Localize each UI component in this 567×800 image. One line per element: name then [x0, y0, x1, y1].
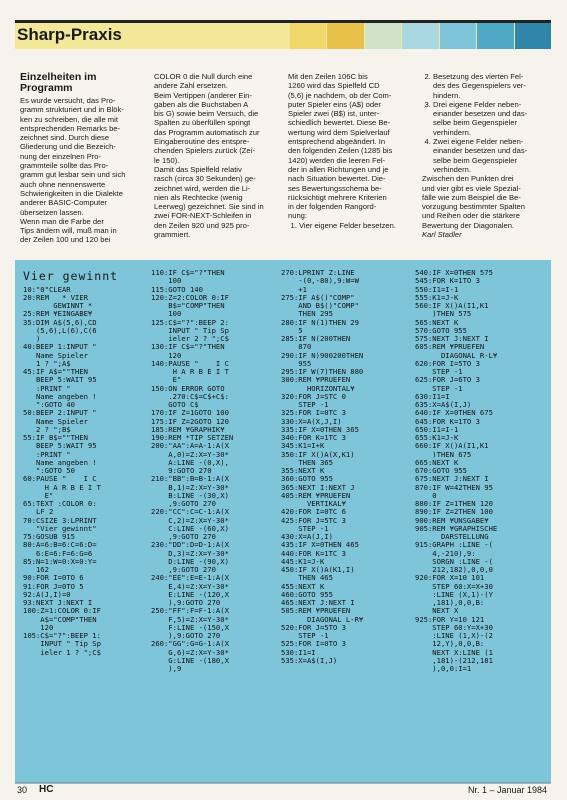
color-bar	[440, 23, 476, 49]
article-heading: Einzelheiten im Programm	[20, 71, 97, 94]
author-signature: Karl Stadler	[422, 230, 462, 240]
article-column-2	[154, 72, 277, 239]
color-bar	[477, 23, 513, 49]
color-bars	[289, 23, 551, 49]
magazine-logo: HC	[39, 784, 54, 795]
criteria-list-1	[288, 221, 411, 230]
article-text	[20, 72, 550, 250]
article-column-1	[20, 72, 143, 245]
article-paragraph-4: Zwischen den Punkten drei und vier gibt es viele Spezial- fälle wie zum Beispiel die Be- vorzugung bestimmter Spalten und Reihen oder die stärkere Bewertung der Diagonalen.	[422, 174, 525, 230]
listing-column-4: 540:IF X=0THEN 575 545:FOR K=1TO 3 550:I1=I-1 555:K1=J-K 560:IF X()A(I1,K1 )THEN 575 565:NEXT K 570:GOTO 955 575:NEXT J:NEXT I 605:REM ¥PRUEFEN DIAGONAL R-L¥ 620:FOR I=5TO 3 STEP -1 625:FOR J=6TO 3 STEP -1 630:I1=I 635:X=A$(I,J) 640:IF X=0THEN 675 645:FOR K=1TO 3 650:I1=I-1 655:K1=J-K 660:IF X()A(I1,K1 )THEN 675 665:NEXT K 670:GOTO 955 675:NEXT J:NEXT I 870:IF W=42THEN 95 0 880:IF Z=1THEN 120 890:IF Z=2THEN 100 900:REM ¥UNSGABE¥ 905:REM ¥GRAPHISCHE DARSTELLUNG 915:GRAPH :LINE -( 4,-210),9: SORGN :LINE -( 212,182),0,0,0 920:FOR X=10 101 STEP 60:X=X+30 :LINE (X,1)-(Y ,181),0,0,B: NEXT X 925:FOR Y=10 121 STEP 60:Y=X+30 :LINE (1,X)-(2 12,Y),0,0,B: NEXT X:LINE (1 ,181)-(212,181 ),0,0:I=1	[415, 268, 498, 673]
program-listing	[15, 260, 551, 784]
criteria-item: 1. Vier eigene Felder besetzen.	[299, 221, 411, 230]
listing-column-1: 10:"0"CLEAR 20:REM * VIER GEWINNT * 25:REM ¥EINGABE¥ 35:DIM A$(5,6),CD (5,6),L(6),C(6 ) 40:BEEP 1:INPUT " Name Spieler 1 ? ";A$ 45:IF A$=""THEN BEEP 5:WAIT 95 :PRINT " Name angeben ! ":GOTO 40 50:BEEP 2:INPUT " Name Spieler 2 ? ";B$ 55:IF B$=""THEN BEEP 5:WAIT 95 :PRINT " Name angeben ! ":GOTO 50 60:PAUSE " I C H A R B E I T E" 65:TEXT :COLOR 0: LF 2 70:CSIZE 3:LPRINT "Vier gewinnt" 75:GOSUB 915 80:A=6:B=6:C=6:D= 6:E=6:F=6:G=6 85:N=1:W=0:X=0:Y= 162 90:FOR I=0TO 6 91:FOR J=0TO 5 92:A(J,I)=0 93:NEXT J:NEXT I 100:Z=1:COLOR 0:IF A$="COMP"THEN 120 105:C$="?":BEEP 1: INPUT " Tip Sp ieler 1 ? ";C$	[23, 284, 101, 657]
criteria-item: 2. Besetzung des vierten Fel- des des Gegenspielers ver- hindern.	[433, 72, 545, 100]
article-paragraph-3: Mit den Zeilen 106C bis 1260 wird das Spielfeld CD (5,6) je nachdem, ob der Com- puter Spieler eins (A$) oder Spieler zwei (B$) ist, unter- schiedlich bewertet. Diese Be- wertung wird dem Spielverlauf entsprechend abgeändert. In den folgenden Zeilen (1285 bis 1420) werden die leeren Fel- der in allen Richtungen und je nach Situation bewertet. Die- ses Bewertungsschema be- rücksichtigt mehrere Kriterien in der folgenden Rangord- nung:	[288, 72, 393, 221]
listing-heading: Vier gewinnt	[23, 269, 119, 283]
color-bar	[365, 23, 401, 49]
article-column-4	[422, 72, 545, 239]
page-number: 30	[17, 785, 28, 795]
article-paragraph-1: Es wurde versucht, das Pro- gramm strukturiert und in Blök- ken zu schreiben, die alle mit entsprechenden Remarks be- zeichnet sind. Durch diese Gliederung und die Bezeich- nung der einzelnen Pro- grammteile sollte das Pro- gramm gut lesbar sein und sich auch ohne nennenswerte Schwierigkeiten in die Dialekte anderer BASIC-Computer übersetzen lassen. Wenn man die Farbe der Tips ändern will, muß man in der Zeilen 100 und 120 bei	[20, 96, 126, 245]
page-footer	[15, 782, 551, 797]
color-bar	[327, 23, 363, 49]
listing-column-3: 270:LPRINT Z:LINE -(0,-80),9:W=W +1 275:IF A$()"COMP" AND B$()"COMP" THEN 295 280:IF N(1)THEN 29 5 285:IF N(200THEN 870 290:IF N)900200THEN 955 295:IF W(7)THEN 880 300:REM ¥PRUEFEN HORIZONTAL¥ 320:FOR J=STC 0 STEP -1 325:FOR I=0TC 3 330:X=A(X,J,I) 335:IF X=0THEN 365 340:FOR K=1TC 3 345:K1=I+K 350:IF X()A(X,K1) THEN 365 355:NEXT K 360:GOTO 955 365:NEXT I:NEXT J 405:REM ¥PRUEFEN VERTIKAL¥ 420:FOR I=0TC 6 425:FOR J=5TC 3 STEP -1 430:X=A(J,I) 435:IF X=0THEN 465 440:FOR K=1TC 3 445:K1=J-K 450:IF X()A(K1,I) THEN 465 455:NEXT K 460:GOTO 955 465:NEXT J:NEXT I 505:REM ¥PRUEFEN DIAGONAL L-R¥ 520:FOR J=5TO 3 STEP -1 525:FOR I=0TO 3 530:I1=I 535:X=A$(I,J)	[281, 268, 364, 665]
color-bar	[402, 23, 438, 49]
issue-label: Nr. 1 – Januar 1984	[467, 785, 547, 795]
article-paragraph-2: COLOR 0 die Null durch eine andere Zahl ersetzen. Beim Vertippen (anderer Ein- gaben als die Buchstaben A bis G) sowie beim Versuch, die Spalten zu überfüllen springt das Programm automatisch zur Eingaberoutine des entspre- chenden Spielers zurück (Zei- le 150). Damit das Spielfeld relativ rasch (circa 30 Sekunden) ge- zeichnet wird, werden die Li- nien als Rechtecke (wenig Leerweg) gezeichnet. Sie sind in zwei FOR-NEXT-Schleifen in den Zeilen 920 und 925 pro- grammiert.	[154, 72, 264, 240]
criteria-list-2	[422, 72, 545, 174]
color-bar	[515, 23, 551, 49]
color-bar	[290, 23, 326, 49]
criteria-item: 3. Drei eigene Felder neben- einander besetzen und das- selbe beim Gegenspieler verhindern.	[433, 100, 545, 137]
listing-column-2: 110:IF C$="?"THEN 100 115:GOTO 140 120:Z=2:COLOR 0:IF B$="COMP"THEN 100 125:C$="?":BEEP 2: INPUT " Tip Sp ieler 2 ? ";C$ 130:IF C$="?"THEN 120 140:PAUSE " I C H A R B E I T E" 150:ON ERROR GOTO .270:C$=C$+C$: GOTO C$ 170:IF Z=1GOTO 100 175:IF Z=2GOTO 120 185:REM ¥GRAPHIK¥ 190:REM *TIP SETZEN 200:"AA":A=A-1:A(X A,0)=Z:X=Y-30* A:LINE -(0,X), 9:GOTO 270 210:"BB":B=B-1:A(X B,1)=Z:X=Y-30* B:LINE -(30,X) ,9:GOTO 270 220:"CC":C=C-1:A(X C,2)=Z:X=Y-30* C:LINE -(60,X) ,9:GOTO 270 230:"DD":D=D-1:A(X D,3)=Z:X=Y-30* D:LINE -(90,X) ,9:GOTO 270 240:"EE":E=E-1:A(X E,4)=Z:X=Y-30* E:LINE -(120,X ),9:GOTO 270 250:"FF":F=F-1:A(X F,5)=Z:X=Y-30* F:LINE -(150,X ),9:GOTO 270 260:"GG":G=G-1:A(X G,6)=Z:X=Y-30* G:LINE -(180,X ),9	[151, 268, 234, 673]
article-column-3	[288, 72, 411, 230]
section-title: Sharp-Praxis	[17, 25, 122, 44]
section-header	[15, 20, 551, 49]
criteria-item: 4. Zwei eigene Felder neben- einander besetzen und das- selbe beim Gegenspieler verhindern.	[433, 137, 545, 174]
